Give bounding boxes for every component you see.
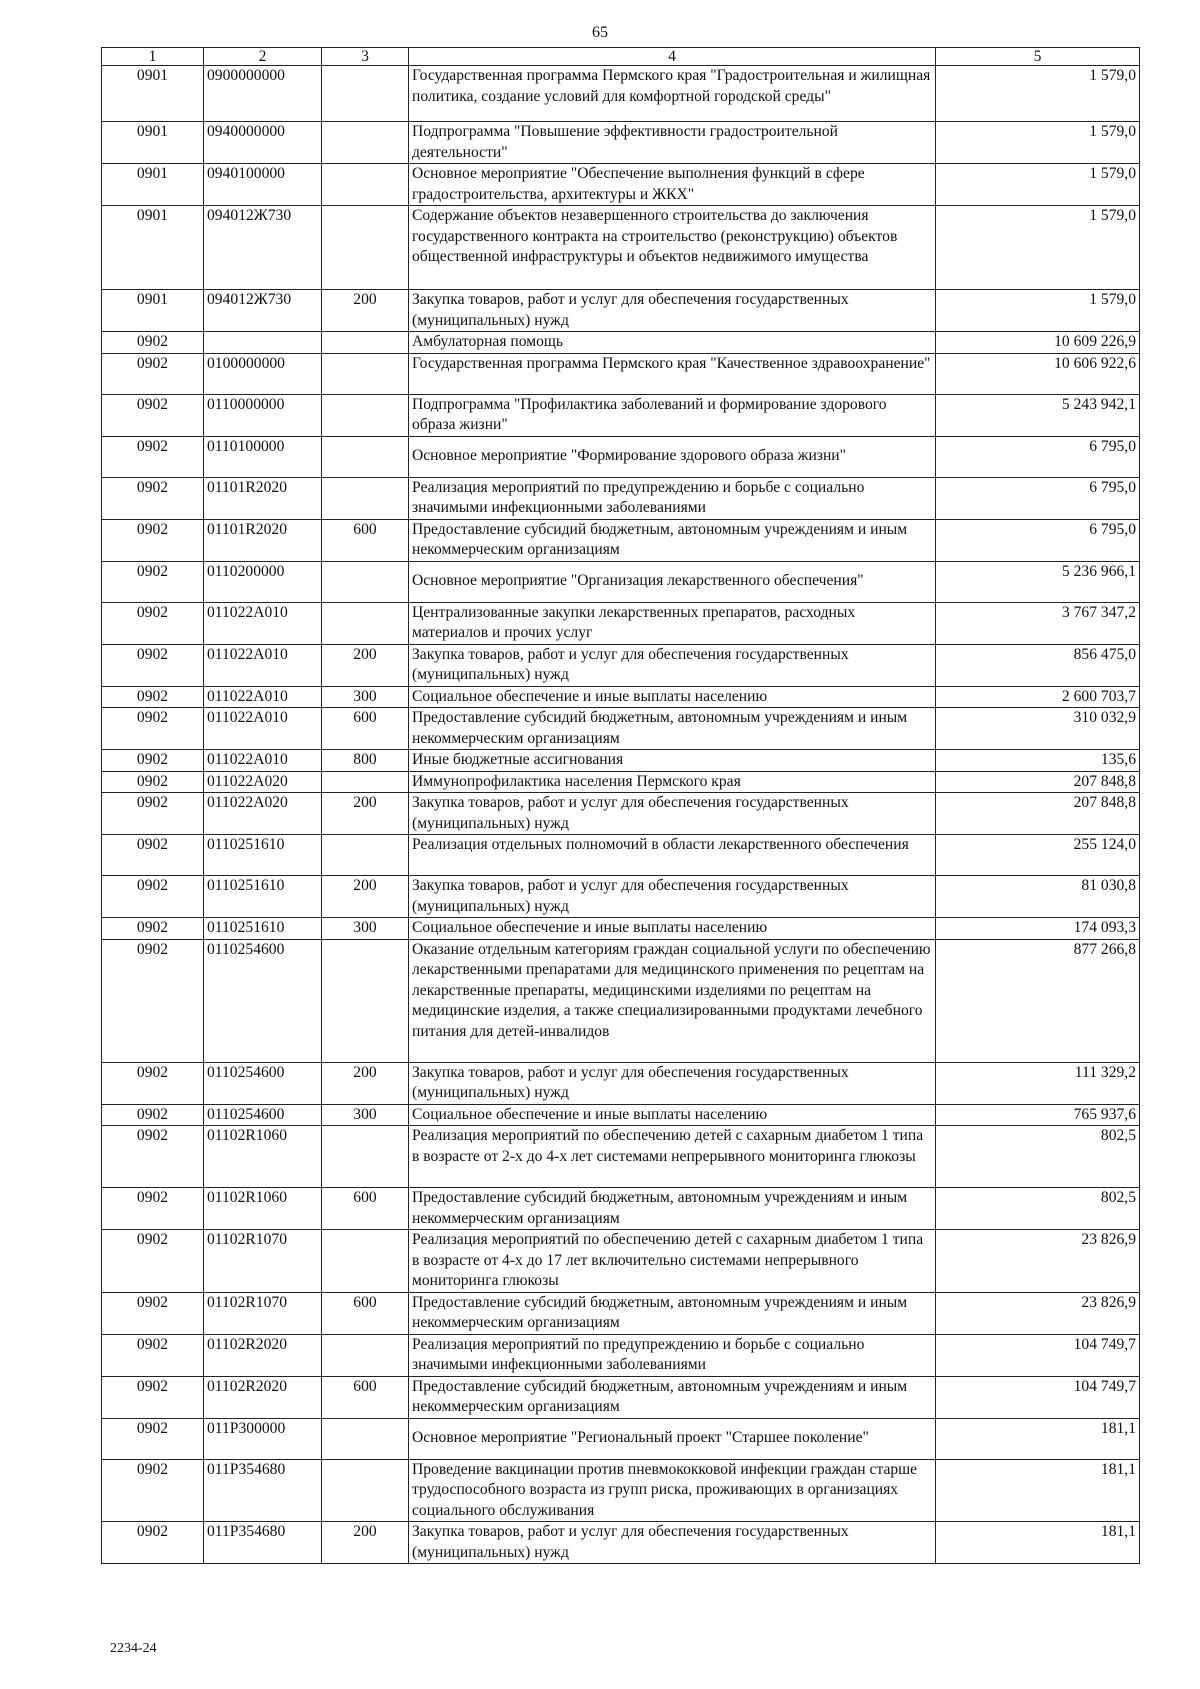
expense-type-cell: 200	[322, 1062, 409, 1104]
description-cell: Основное мероприятие "Формирование здорового образа жизни"	[409, 436, 936, 477]
table-row	[102, 602, 1140, 644]
target-article-cell: 094012Ж730	[204, 206, 322, 290]
target-article-cell: 01102R1060	[204, 1188, 322, 1230]
target-article-cell: 01102R1060	[204, 1126, 322, 1188]
table-row	[102, 1376, 1140, 1418]
description-cell: Социальное обеспечение и иные выплаты населению	[409, 1104, 936, 1126]
description-cell: Реализация мероприятий по предупреждению и борьбе с социально значимыми инфекционными заболеваниями	[409, 477, 936, 519]
expense-type-cell: 300	[322, 918, 409, 940]
expense-type-cell	[322, 164, 409, 206]
table-row	[102, 1230, 1140, 1293]
table-row	[102, 1418, 1140, 1459]
section-code-cell: 0901	[102, 66, 204, 122]
expense-type-cell: 600	[322, 1376, 409, 1418]
table-row	[102, 686, 1140, 708]
table-row	[102, 918, 1140, 940]
description-cell: Государственная программа Пермского края "Качественное здравоохранение"	[409, 353, 936, 394]
table-row	[102, 876, 1140, 918]
description-cell: Подпрограмма "Профилактика заболеваний и формирование здорового образа жизни"	[409, 394, 936, 436]
page-number: 65	[592, 24, 608, 41]
expense-type-cell: 200	[322, 644, 409, 686]
section-code-cell: 0902	[102, 1230, 204, 1293]
amount-cell: 10 609 226,9	[936, 332, 1140, 354]
description-cell: Предоставление субсидий бюджетным, автономным учреждениям и иным некоммерческим организациям	[409, 1292, 936, 1334]
description-cell: Предоставление субсидий бюджетным, автономным учреждениям и иным некоммерческим организациям	[409, 708, 936, 750]
amount-cell: 181,1	[936, 1459, 1140, 1522]
amount-cell: 310 032,9	[936, 708, 1140, 750]
amount-cell: 856 475,0	[936, 644, 1140, 686]
section-code-cell: 0902	[102, 1522, 204, 1564]
target-article-cell: 011022А020	[204, 771, 322, 793]
table-row	[102, 164, 1140, 206]
section-code-cell: 0902	[102, 644, 204, 686]
target-article-cell: 01102R1070	[204, 1230, 322, 1293]
section-code-cell: 0902	[102, 750, 204, 772]
table-row	[102, 394, 1140, 436]
table-row	[102, 835, 1140, 876]
expense-type-cell: 200	[322, 1522, 409, 1564]
section-code-cell: 0902	[102, 939, 204, 1062]
expense-type-cell	[322, 436, 409, 477]
description-cell: Предоставление субсидий бюджетным, автономным учреждениям и иным некоммерческим организациям	[409, 1376, 936, 1418]
target-article-cell: 0110251610	[204, 835, 322, 876]
amount-cell: 6 795,0	[936, 436, 1140, 477]
section-code-cell: 0902	[102, 353, 204, 394]
header-col-4: 4	[409, 48, 936, 66]
target-article-cell: 011P354680	[204, 1459, 322, 1522]
amount-cell: 207 848,8	[936, 793, 1140, 835]
section-code-cell: 0902	[102, 793, 204, 835]
table-row	[102, 519, 1140, 561]
section-code-cell: 0902	[102, 1376, 204, 1418]
section-code-cell: 0902	[102, 1126, 204, 1188]
description-cell: Реализация мероприятий по обеспечению детей с сахарным диабетом 1 типа в возрасте от 4-х до 17 лет включительно системами непрерывного мониторинга глюкозы	[409, 1230, 936, 1293]
table-row	[102, 771, 1140, 793]
table-row	[102, 206, 1140, 290]
description-cell: Централизованные закупки лекарственных препаратов, расходных материалов и прочих услуг	[409, 602, 936, 644]
target-article-cell	[204, 332, 322, 354]
table-row	[102, 290, 1140, 332]
amount-cell: 181,1	[936, 1522, 1140, 1564]
description-cell: Закупка товаров, работ и услуг для обеспечения государственных (муниципальных) нужд	[409, 1062, 936, 1104]
expense-type-cell	[322, 122, 409, 164]
expense-type-cell: 200	[322, 290, 409, 332]
table-row	[102, 477, 1140, 519]
header-col-1: 1	[102, 48, 204, 66]
section-code-cell: 0902	[102, 1062, 204, 1104]
section-code-cell: 0902	[102, 771, 204, 793]
amount-cell: 5 243 942,1	[936, 394, 1140, 436]
amount-cell: 23 826,9	[936, 1292, 1140, 1334]
amount-cell: 765 937,6	[936, 1104, 1140, 1126]
description-cell: Содержание объектов незавершенного строительства до заключения государственного контракта на строительство (реконструкцию) объектов общественной инфраструктуры и объектов недвижимого имущества	[409, 206, 936, 290]
target-article-cell: 01102R2020	[204, 1376, 322, 1418]
description-cell: Оказание отдельным категориям граждан социальной услуги по обеспечению лекарственными препаратами для медицинского применения по рецептам на лекарственные препараты, медицинскими изделиями по рецептам на медицинские изделия, а также специализированными продуктами лечебного питания для детей-инвалидов	[409, 939, 936, 1062]
target-article-cell: 011022А010	[204, 708, 322, 750]
expense-type-cell	[322, 206, 409, 290]
target-article-cell: 0110000000	[204, 394, 322, 436]
table-body	[102, 66, 1140, 1564]
description-cell: Закупка товаров, работ и услуг для обеспечения государственных (муниципальных) нужд	[409, 1522, 936, 1564]
table-row	[102, 122, 1140, 164]
section-code-cell: 0902	[102, 1292, 204, 1334]
description-cell: Закупка товаров, работ и услуг для обеспечения государственных (муниципальных) нужд	[409, 644, 936, 686]
amount-cell: 104 749,7	[936, 1334, 1140, 1376]
target-article-cell: 0110254600	[204, 939, 322, 1062]
description-cell: Социальное обеспечение и иные выплаты населению	[409, 686, 936, 708]
amount-cell: 2 600 703,7	[936, 686, 1140, 708]
header-col-3: 3	[322, 48, 409, 66]
section-code-cell: 0902	[102, 602, 204, 644]
amount-cell: 135,6	[936, 750, 1140, 772]
amount-cell: 3 767 347,2	[936, 602, 1140, 644]
document-code: 2234-24	[110, 1641, 157, 1656]
target-article-cell: 094012Ж730	[204, 290, 322, 332]
target-article-cell: 01101R2020	[204, 477, 322, 519]
section-code-cell: 0902	[102, 1104, 204, 1126]
expense-type-cell: 800	[322, 750, 409, 772]
header-col-2: 2	[204, 48, 322, 66]
section-code-cell: 0901	[102, 206, 204, 290]
description-cell: Подпрограмма "Повышение эффективности градостроительной деятельности"	[409, 122, 936, 164]
amount-cell: 81 030,8	[936, 876, 1140, 918]
table-row	[102, 1459, 1140, 1522]
table-row	[102, 1292, 1140, 1334]
table-row	[102, 939, 1140, 1062]
expense-type-cell	[322, 1126, 409, 1188]
target-article-cell: 0110254600	[204, 1062, 322, 1104]
description-cell: Закупка товаров, работ и услуг для обеспечения государственных (муниципальных) нужд	[409, 876, 936, 918]
description-cell: Основное мероприятие "Обеспечение выполнения функций в сфере градостроительства, архитектуры и ЖКХ"	[409, 164, 936, 206]
description-cell: Проведение вакцинации против пневмококковой инфекции граждан старше трудоспособного возраста из групп риска, проживающих в организациях социального обслуживания	[409, 1459, 936, 1522]
table-row	[102, 1334, 1140, 1376]
expense-type-cell	[322, 602, 409, 644]
expense-type-cell: 300	[322, 1104, 409, 1126]
expense-type-cell	[322, 1230, 409, 1293]
description-cell: Иные бюджетные ассигнования	[409, 750, 936, 772]
section-code-cell: 0902	[102, 1459, 204, 1522]
amount-cell: 6 795,0	[936, 519, 1140, 561]
budget-table	[101, 47, 1140, 1564]
section-code-cell: 0902	[102, 1334, 204, 1376]
expense-type-cell	[322, 477, 409, 519]
expense-type-cell	[322, 1334, 409, 1376]
expense-type-cell	[322, 332, 409, 354]
expense-type-cell: 600	[322, 519, 409, 561]
section-code-cell: 0902	[102, 1188, 204, 1230]
expense-type-cell: 300	[322, 686, 409, 708]
amount-cell: 1 579,0	[936, 66, 1140, 122]
expense-type-cell	[322, 771, 409, 793]
expense-type-cell: 600	[322, 1292, 409, 1334]
description-cell: Основное мероприятие "Организация лекарственного обеспечения"	[409, 561, 936, 602]
section-code-cell: 0901	[102, 290, 204, 332]
description-cell: Закупка товаров, работ и услуг для обеспечения государственных (муниципальных) нужд	[409, 793, 936, 835]
section-code-cell: 0902	[102, 686, 204, 708]
expense-type-cell	[322, 1459, 409, 1522]
amount-cell: 10 606 922,6	[936, 353, 1140, 394]
target-article-cell: 01101R2020	[204, 519, 322, 561]
target-article-cell: 0110200000	[204, 561, 322, 602]
table-row	[102, 1188, 1140, 1230]
target-article-cell: 0110100000	[204, 436, 322, 477]
description-cell: Амбулаторная помощь	[409, 332, 936, 354]
target-article-cell: 011022А010	[204, 602, 322, 644]
target-article-cell: 0900000000	[204, 66, 322, 122]
amount-cell: 802,5	[936, 1126, 1140, 1188]
section-code-cell: 0902	[102, 918, 204, 940]
target-article-cell: 011022А020	[204, 793, 322, 835]
expense-type-cell	[322, 835, 409, 876]
section-code-cell: 0902	[102, 835, 204, 876]
section-code-cell: 0902	[102, 561, 204, 602]
section-code-cell: 0902	[102, 477, 204, 519]
target-article-cell: 011P354680	[204, 1522, 322, 1564]
target-article-cell: 011022А010	[204, 686, 322, 708]
description-cell: Реализация отдельных полномочий в области лекарственного обеспечения	[409, 835, 936, 876]
table-row	[102, 561, 1140, 602]
expense-type-cell	[322, 353, 409, 394]
table-row	[102, 332, 1140, 354]
target-article-cell: 0110254600	[204, 1104, 322, 1126]
target-article-cell: 011022А010	[204, 750, 322, 772]
amount-cell: 255 124,0	[936, 835, 1140, 876]
section-code-cell: 0902	[102, 708, 204, 750]
table-row	[102, 1126, 1140, 1188]
table-row	[102, 436, 1140, 477]
expense-type-cell	[322, 1418, 409, 1459]
amount-cell: 1 579,0	[936, 122, 1140, 164]
description-cell: Реализация мероприятий по обеспечению детей с сахарным диабетом 1 типа в возрасте от 2-х до 4-х лет системами непрерывного мониторинга глюкозы	[409, 1126, 936, 1188]
expense-type-cell: 200	[322, 876, 409, 918]
header-col-5: 5	[936, 48, 1140, 66]
section-code-cell: 0901	[102, 122, 204, 164]
section-code-cell: 0902	[102, 332, 204, 354]
amount-cell: 5 236 966,1	[936, 561, 1140, 602]
target-article-cell: 0100000000	[204, 353, 322, 394]
description-cell: Предоставление субсидий бюджетным, автономным учреждениям и иным некоммерческим организациям	[409, 519, 936, 561]
table-row	[102, 793, 1140, 835]
amount-cell: 23 826,9	[936, 1230, 1140, 1293]
section-code-cell: 0901	[102, 164, 204, 206]
expense-type-cell	[322, 66, 409, 122]
expense-type-cell	[322, 394, 409, 436]
amount-cell: 802,5	[936, 1188, 1140, 1230]
target-article-cell: 01102R1070	[204, 1292, 322, 1334]
table-row	[102, 1522, 1140, 1564]
amount-cell: 1 579,0	[936, 164, 1140, 206]
section-code-cell: 0902	[102, 1418, 204, 1459]
description-cell: Иммунопрофилактика населения Пермского края	[409, 771, 936, 793]
target-article-cell: 0940000000	[204, 122, 322, 164]
target-article-cell: 0110251610	[204, 876, 322, 918]
target-article-cell: 01102R2020	[204, 1334, 322, 1376]
amount-cell: 111 329,2	[936, 1062, 1140, 1104]
description-cell: Закупка товаров, работ и услуг для обеспечения государственных (муниципальных) нужд	[409, 290, 936, 332]
table-row	[102, 66, 1140, 122]
amount-cell: 1 579,0	[936, 290, 1140, 332]
amount-cell: 207 848,8	[936, 771, 1140, 793]
amount-cell: 877 266,8	[936, 939, 1140, 1062]
section-code-cell: 0902	[102, 519, 204, 561]
amount-cell: 174 093,3	[936, 918, 1140, 940]
section-code-cell: 0902	[102, 876, 204, 918]
expense-type-cell	[322, 561, 409, 602]
target-article-cell: 011022А010	[204, 644, 322, 686]
description-cell: Государственная программа Пермского края "Градостроительная и жилищная политика, создание условий для комфортной городской среды"	[409, 66, 936, 122]
target-article-cell: 0110251610	[204, 918, 322, 940]
target-article-cell: 011P300000	[204, 1418, 322, 1459]
table-row	[102, 708, 1140, 750]
expense-type-cell: 600	[322, 708, 409, 750]
target-article-cell: 0940100000	[204, 164, 322, 206]
expense-type-cell: 600	[322, 1188, 409, 1230]
description-cell: Предоставление субсидий бюджетным, автономным учреждениям и иным некоммерческим организациям	[409, 1188, 936, 1230]
section-code-cell: 0902	[102, 436, 204, 477]
amount-cell: 181,1	[936, 1418, 1140, 1459]
amount-cell: 1 579,0	[936, 206, 1140, 290]
table-row	[102, 750, 1140, 772]
description-cell: Социальное обеспечение и иные выплаты населению	[409, 918, 936, 940]
amount-cell: 104 749,7	[936, 1376, 1140, 1418]
expense-type-cell: 200	[322, 793, 409, 835]
description-cell: Основное мероприятие "Региональный проект "Старшее поколение"	[409, 1418, 936, 1459]
table-row	[102, 353, 1140, 394]
section-code-cell: 0902	[102, 394, 204, 436]
expense-type-cell	[322, 939, 409, 1062]
table-row	[102, 1062, 1140, 1104]
table-row	[102, 1104, 1140, 1126]
description-cell: Реализация мероприятий по предупреждению и борьбе с социально значимыми инфекционными заболеваниями	[409, 1334, 936, 1376]
amount-cell: 6 795,0	[936, 477, 1140, 519]
table-row	[102, 644, 1140, 686]
table-header-row	[102, 48, 1140, 66]
